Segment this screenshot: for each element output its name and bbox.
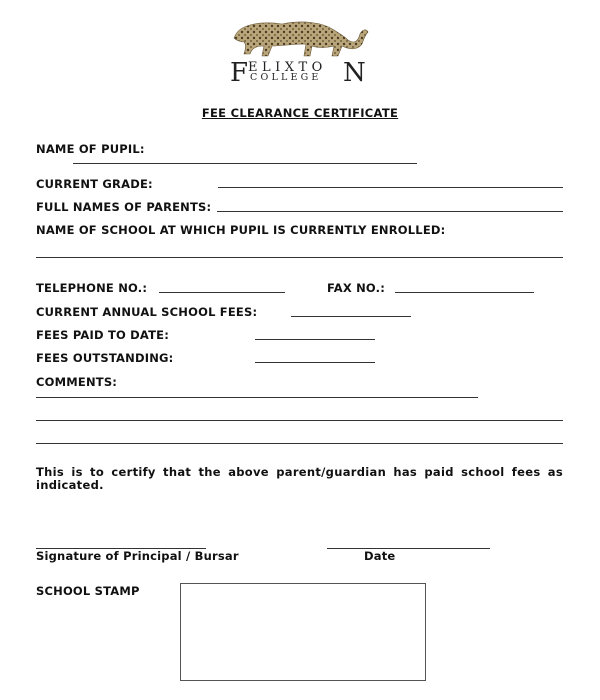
pupil-name-field[interactable] (73, 163, 417, 164)
current-grade-label: CURRENT GRADE: (36, 177, 153, 191)
parents-label: FULL NAMES OF PARENTS: (36, 200, 212, 214)
leopard-icon (222, 12, 382, 62)
brand-top-text: ELIXTO (248, 60, 327, 75)
fax-label: FAX NO.: (327, 281, 386, 295)
fees-paid-field[interactable] (255, 339, 375, 340)
brand-bottom-text: COLLEGE (250, 72, 322, 83)
school-stamp-label: SCHOOL STAMP (36, 584, 140, 598)
comments-line-1[interactable] (36, 397, 478, 398)
page-title: FEE CLEARANCE CERTIFICATE (201, 106, 399, 120)
date-label: Date (364, 549, 396, 563)
brand-initial: F (230, 58, 249, 88)
fax-field[interactable] (395, 292, 534, 293)
telephone-label: TELEPHONE NO.: (36, 281, 148, 295)
parents-field[interactable] (217, 211, 563, 212)
brand-final: N (343, 58, 366, 88)
school-label: NAME OF SCHOOL AT WHICH PUPIL IS CURRENTLY ENROLLED: (36, 223, 446, 237)
annual-fees-field[interactable] (291, 316, 411, 317)
school-stamp-box (180, 583, 426, 681)
fees-paid-label: FEES PAID TO DATE: (36, 328, 170, 342)
pupil-name-label: NAME OF PUPIL: (36, 142, 145, 156)
annual-fees-label: CURRENT ANNUAL SCHOOL FEES: (36, 305, 258, 319)
comments-line-2[interactable] (36, 420, 563, 421)
date-field[interactable] (327, 548, 490, 549)
certification-statement: This is to certify that the above parent/guardian has paid school fees as indicated. (36, 465, 563, 492)
comments-line-3[interactable] (36, 443, 563, 444)
current-grade-field[interactable] (218, 187, 563, 188)
comments-label: COMMENTS: (36, 375, 118, 389)
fees-outstanding-label: FEES OUTSTANDING: (36, 351, 174, 365)
signature-label: Signature of Principal / Bursar (36, 549, 239, 563)
telephone-field[interactable] (159, 292, 285, 293)
fees-outstanding-field[interactable] (255, 362, 375, 363)
school-field[interactable] (36, 257, 563, 258)
